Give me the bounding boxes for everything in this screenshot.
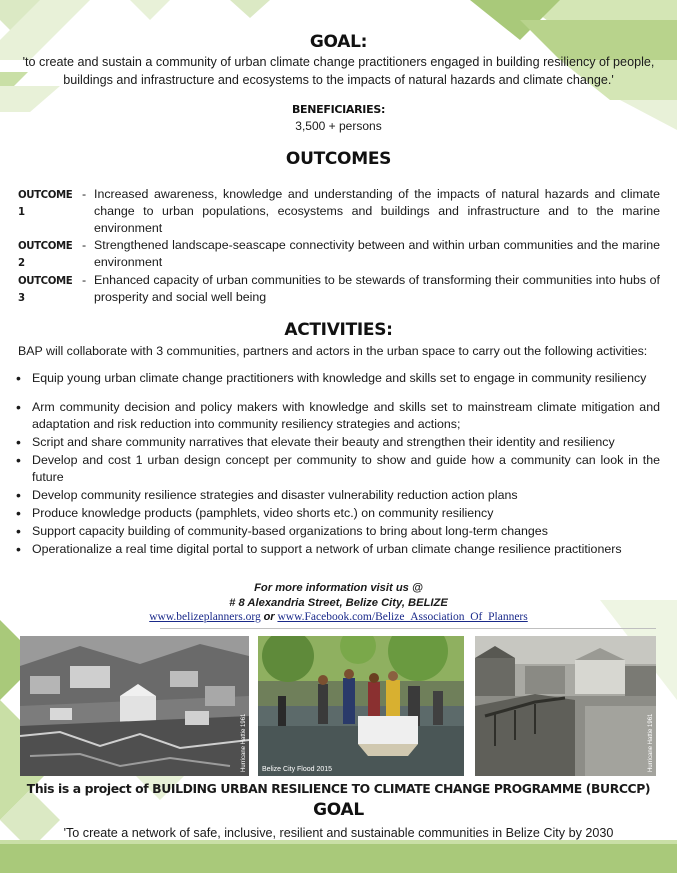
activity-text: Operationalize a real time digital portal to support a network of urban climate change resilience practitioners	[32, 542, 622, 556]
bullet-icon: •	[16, 523, 21, 539]
activity-text: Produce knowledge products (pamphlets, video shorts etc.) on community resiliency	[32, 506, 494, 520]
contact-line-1: For more information visit us @	[254, 582, 423, 594]
bullet-icon: •	[16, 505, 21, 521]
facebook-link[interactable]: www.Facebook.com/Belize_Association_Of_Planners	[277, 611, 528, 623]
activity-text: Develop and cost 1 urban design concept per community to show and guide how a community can look in the future	[32, 453, 660, 484]
outcome-dash: -	[82, 273, 87, 287]
bullet-icon: •	[16, 399, 21, 415]
outcome-label: OUTCOME 2	[18, 241, 73, 269]
activities-list	[16, 370, 660, 559]
photo-caption: Hurricane Hattie 1961	[241, 713, 247, 772]
bullet-icon: •	[16, 487, 21, 503]
outcomes-list	[18, 186, 660, 307]
hurricane-hattie-photo-1	[20, 636, 249, 776]
beneficiaries-value: 3,500 + persons	[295, 119, 382, 133]
outcome-dash: -	[82, 238, 87, 252]
bullet-icon: •	[16, 370, 21, 386]
outcome-item	[18, 272, 660, 307]
list-item	[16, 523, 660, 540]
outcome-dash: -	[82, 187, 87, 201]
list-item	[16, 505, 660, 522]
outcome-text: Strengthened landscape-seascape connectivity between and within urban communities and the marine environment	[94, 238, 660, 269]
outcome-label: OUTCOME 1	[18, 190, 73, 218]
activities-heading: ACTIVITIES:	[284, 320, 393, 340]
belize-flood-photo	[258, 636, 464, 776]
list-item	[16, 434, 660, 451]
photo-caption: Belize City Flood 2015	[262, 766, 333, 773]
activity-text: Develop community resilience strategies and disaster vulnerability reduction action plans	[32, 488, 518, 502]
activity-text: Equip young urban climate change practitioners with knowledge and skills set to engage in community resiliency	[32, 371, 647, 385]
project-statement: This is a project of BUILDING URBAN RESILIENCE TO CLIMATE CHANGE PROGRAMME (BURCCP)	[26, 781, 651, 796]
outcome-item	[18, 186, 660, 237]
activities-intro: BAP will collaborate with 3 communities, partners and actors in the urban space to carry out the following activities:	[18, 344, 648, 358]
outcomes-heading: OUTCOMES	[285, 149, 392, 169]
beneficiaries-heading: BENEFICIARIES:	[291, 103, 386, 116]
outcome-label: OUTCOME 3	[18, 276, 73, 304]
list-item	[16, 487, 660, 504]
list-item	[16, 370, 660, 387]
or-text: or	[263, 611, 275, 623]
divider	[160, 628, 656, 629]
outcome-text: Increased awareness, knowledge and understanding of the impacts of natural hazards and climate change to urban populations, ecosystems and buildings and infrastructure and to the marine environment	[94, 187, 660, 235]
hurricane-hattie-photo-2	[475, 636, 656, 776]
bullet-icon: •	[16, 434, 21, 450]
list-item	[16, 399, 660, 433]
outcome-item	[18, 237, 660, 272]
contact-links	[0, 611, 677, 623]
photo-caption: Hurricane Hattie 1961	[648, 713, 654, 772]
list-item	[16, 452, 660, 486]
website-link[interactable]: www.belizeplanners.org	[149, 611, 261, 623]
contact-address: # 8 Alexandria Street, Belize City, BELIZE	[229, 597, 448, 609]
bullet-icon: •	[16, 452, 21, 468]
outcome-text: Enhanced capacity of urban communities to be stewards of transforming their communities into hubs of prosperity and social well being	[94, 273, 660, 304]
activity-text: Support capacity building of community-based organizations to bring about long-term changes	[32, 524, 548, 538]
goal-text-2: 'To create a network of safe, inclusive, resilient and sustainable communities in Belize City by 2030	[63, 826, 614, 840]
goal-text: 'to create and sustain a community of urban climate change practitioners engaged in building resiliency of people, buildings and infrastructure and ecosystems to the impacts of natural hazards and climate change.'	[22, 55, 655, 87]
bullet-icon: •	[16, 541, 21, 557]
contact-info	[0, 581, 677, 611]
list-item	[16, 541, 660, 558]
activity-text: Script and share community narratives that elevate their beauty and strengthen their identity and resiliency	[32, 435, 615, 449]
activity-text: Arm community decision and policy makers with knowledge and skills set to mainstream climate mitigation and adaptation and risk reduction into community resiliency strategies and actions;	[32, 400, 660, 431]
goal-heading: GOAL:	[309, 32, 368, 52]
goal-heading-2: GOAL	[313, 800, 364, 820]
